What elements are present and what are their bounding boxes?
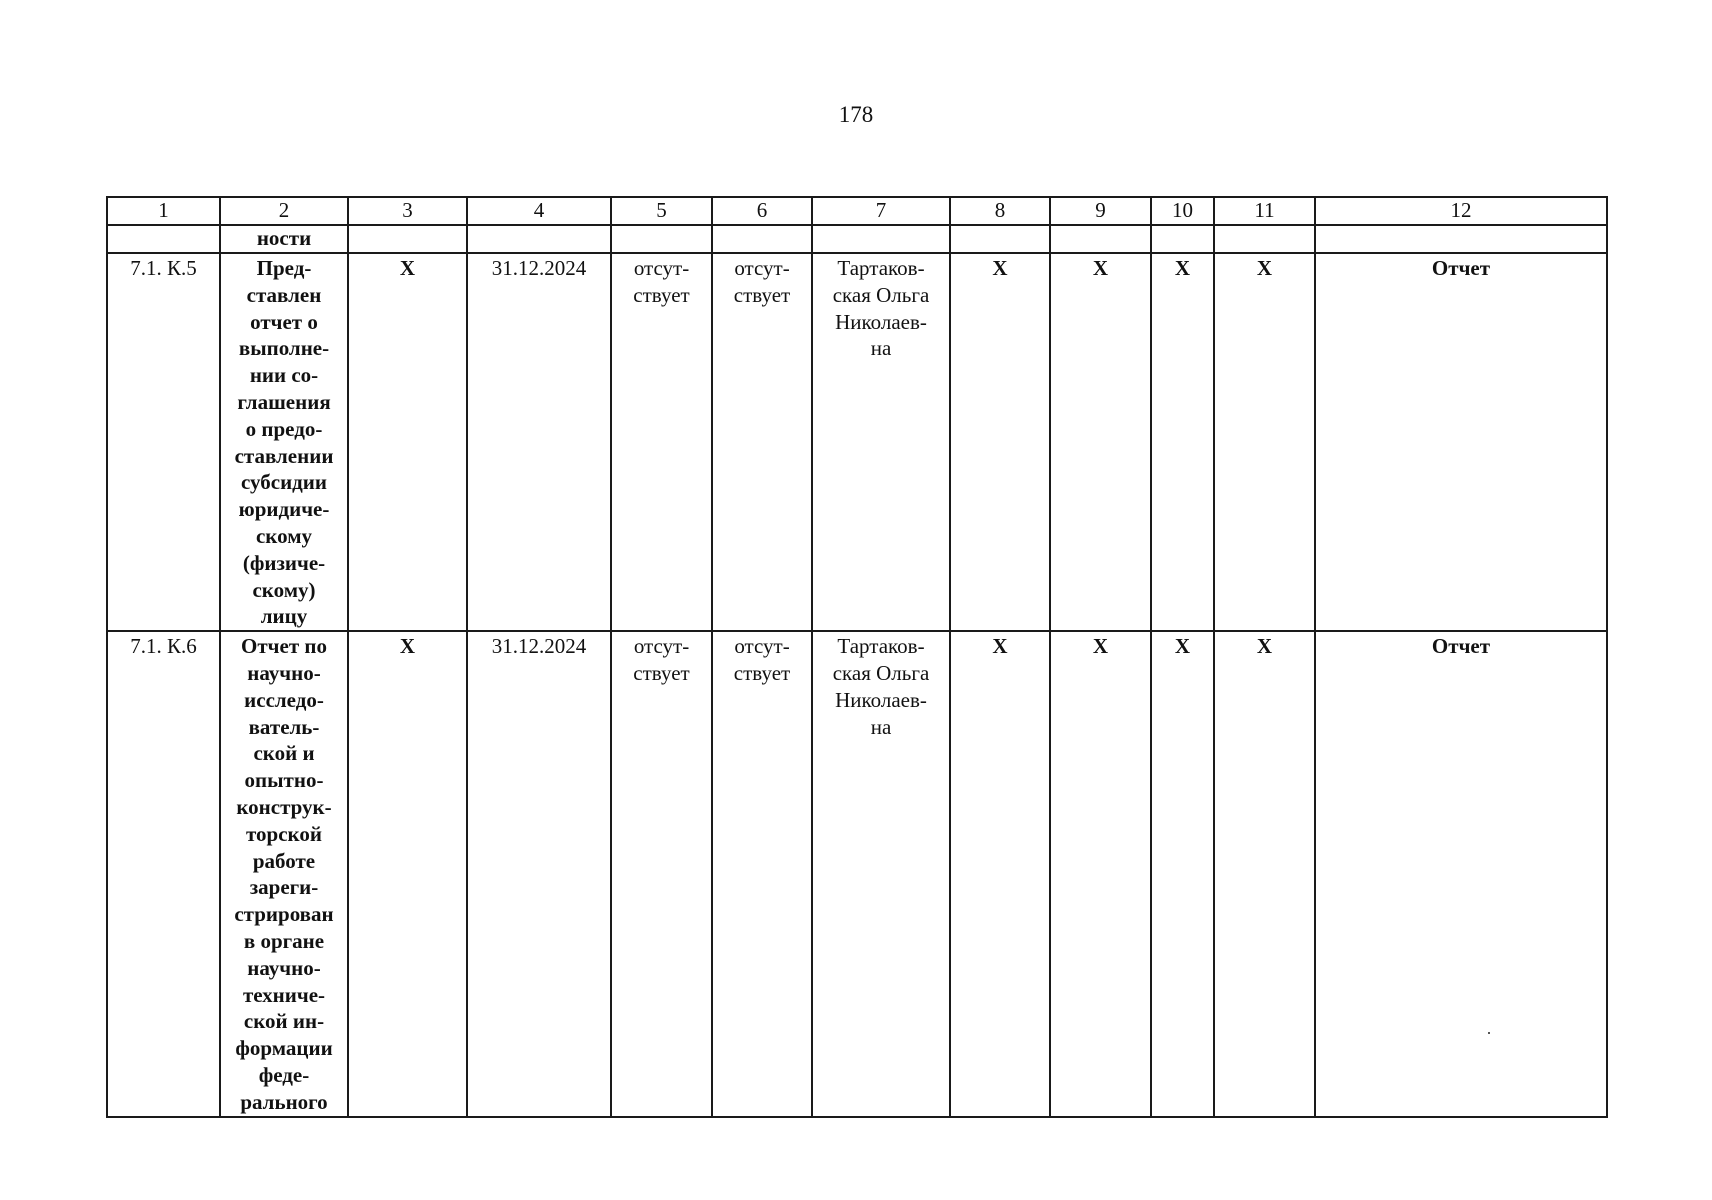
table-cell	[611, 225, 712, 253]
cross-mark: X	[1174, 256, 1191, 280]
column-number: 9	[1050, 197, 1151, 225]
cell-col6	[712, 253, 812, 631]
cross-mark: X	[1256, 256, 1273, 280]
column-number: 10	[1151, 197, 1214, 225]
cell-col8	[950, 253, 1050, 631]
column-number: 2	[220, 197, 348, 225]
cell-responsible	[812, 631, 950, 1116]
column-number: 12	[1315, 197, 1607, 225]
continuation-row	[107, 225, 1607, 253]
cell-col12	[1315, 253, 1607, 631]
table-cell	[348, 225, 467, 253]
table-row	[107, 253, 1607, 631]
document-type: Отчет	[1431, 256, 1491, 280]
cell-col5	[611, 631, 712, 1116]
cross-mark: X	[1092, 256, 1109, 280]
date-text: 31.12.2024	[491, 634, 587, 659]
cell-date	[467, 253, 611, 631]
cell-responsible	[812, 253, 950, 631]
cell-col11	[1214, 631, 1315, 1116]
cell-col10	[1151, 253, 1214, 631]
column-number: 6	[712, 197, 812, 225]
cell-col9	[1050, 253, 1151, 631]
row-description	[220, 253, 348, 631]
cross-mark: X	[1092, 634, 1109, 659]
document-type: Отчет	[1431, 634, 1491, 659]
absent-text: отсут- ствует	[733, 256, 791, 307]
control-points-table	[106, 196, 1608, 1118]
cross-mark: X	[1256, 634, 1273, 659]
absent-text: отсут- ствует	[633, 634, 690, 685]
cell-col10	[1151, 631, 1214, 1116]
column-number: 8	[950, 197, 1050, 225]
column-number: 7	[812, 197, 950, 225]
responsible-name: Тартаков- ская Ольга Николаев- на	[832, 256, 930, 361]
table-row	[107, 631, 1607, 1116]
cell-col12	[1315, 631, 1607, 1116]
cross-mark: X	[992, 256, 1008, 280]
absent-text: отсут- ствует	[733, 634, 791, 685]
cell-col3	[348, 631, 467, 1116]
page-number: 178	[838, 102, 874, 127]
table-cell	[1315, 225, 1607, 253]
table-cell	[1050, 225, 1151, 253]
row-code-text: 7.1. К.6	[130, 634, 197, 659]
row-description-text: Пред- ставлен отчет о выполне- нии со- глашения о предо- ставлении субсидии юридиче- скому (физиче- скому) лицу	[234, 256, 334, 629]
table-cell	[107, 225, 220, 253]
cross-mark: X	[399, 256, 416, 280]
absent-text: отсут- ствует	[633, 256, 690, 307]
table-cell	[1214, 225, 1315, 253]
row-description	[220, 631, 348, 1116]
responsible-name: Тартаков- ская Ольга Николаев- на	[832, 634, 930, 739]
row-description-text: Отчет по научно- исследо- ватель- ской и опытно- конструк- торской работе зареги- стрирован в органе научно- техниче- ской ин- формации феде- рального	[234, 634, 334, 1114]
column-number: 11	[1214, 197, 1315, 225]
cell-col11	[1214, 253, 1315, 631]
table-cell	[812, 225, 950, 253]
cell-col3	[348, 253, 467, 631]
scan-speck	[1488, 1032, 1490, 1034]
cell-col6	[712, 631, 812, 1116]
column-numbers-row	[107, 197, 1607, 225]
cell-date	[467, 631, 611, 1116]
cell-col5	[611, 253, 712, 631]
date-text: 31.12.2024	[491, 256, 587, 280]
column-number: 1	[107, 197, 220, 225]
column-number: 5	[611, 197, 712, 225]
cross-mark: X	[1174, 634, 1191, 659]
cell-col8	[950, 631, 1050, 1116]
row-code	[107, 253, 220, 631]
column-number: 4	[467, 197, 611, 225]
table-cell	[467, 225, 611, 253]
row-code-text: 7.1. К.5	[130, 256, 197, 280]
cross-mark: X	[992, 634, 1008, 659]
table-cell	[712, 225, 812, 253]
row-code	[107, 631, 220, 1116]
continuation-text: ности	[220, 225, 348, 253]
table-cell	[950, 225, 1050, 253]
cross-mark: X	[399, 634, 416, 659]
column-number: 3	[348, 197, 467, 225]
cell-col9	[1050, 631, 1151, 1116]
table-cell	[1151, 225, 1214, 253]
